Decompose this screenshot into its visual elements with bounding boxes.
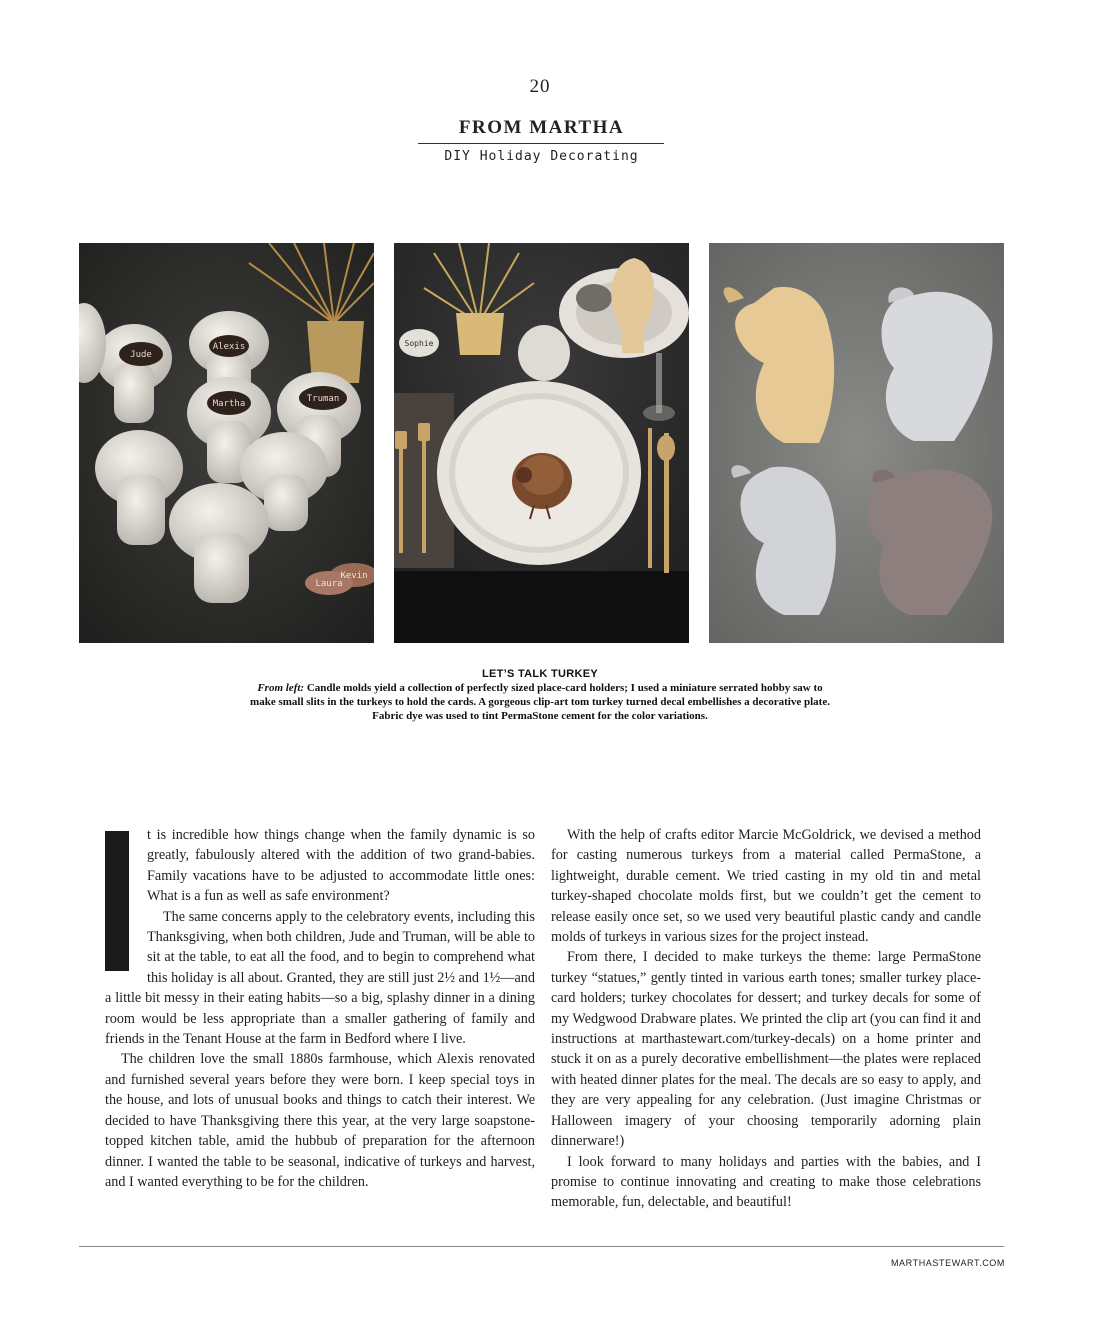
article-column-left [105,825,535,1192]
place-card-laura: Laura [315,579,343,589]
place-card-martha: Martha [212,399,246,409]
place-card-truman: Truman [306,394,340,404]
photo-caption [250,667,830,723]
caption-lead: From left: [257,682,305,694]
place-card-jude: Jude [130,350,152,360]
footer-website: MARTHASTEWART.COM [890,1258,1005,1268]
article-paragraph: With the help of crafts editor Marcie McGoldrick, we devised a method for casting numerous turkeys from a material called PermaStone, a lightweight, durable cement. We tried casting in my old tin and metal turkey-shaped chocolate molds first, but we couldn’t get the cement to release easily once set, so we used very beautiful plastic candy and candle molds of turkeys in various sizes for the project instead. [551,827,981,946]
article-paragraph: I look forward to many holidays and parties with the babies, and I promise to continue innovating and creating to make those celebrations memorable, fun, delectable, and beautiful! [551,1153,981,1211]
section-subtitle: DIY Holiday Decorating [444,149,639,164]
footer-divider [79,1246,1004,1247]
article-paragraph: The children love the small 1880s farmhouse, which Alexis renovated and furnished several years before they were born. I keep special toys in the house, and lots of unusual books and things to catch their interest. We decided to have Thanksgiving there this year, at the very large soapstone-topped kitchen table, amid the hubbub of preparation for the afternoon dinner. I wanted the table to be seasonal, indicative of turkeys and harvest, and I wanted everything to be for the children. [105,1051,535,1190]
place-card-alexis: Alexis [212,342,246,352]
section-title: FROM MARTHA [458,117,625,138]
caption-body: Candle molds yield a collection of perfectly sized place-card holders; I used a miniature serrated hobby saw to make small slits in the turkeys to hold the cards. A gorgeous clip-art tom turkey turned decal embellishes a decorative plate. Fabric dye was used to tint PermaStone cement for the color variations. [250,682,830,722]
photo-permastone-turkeys [709,243,1004,643]
article-paragraph: The same concerns apply to the celebratory events, including this Thanksgiving, when both children, Jude and Truman, will be able to sit at the table, to eat all the food, and to begin to comprehend what this holiday is all about. Granted, they are still just 2½ and 1½—and a little bit messy in their eating habits—so a big, splashy dinner in a dining room would be less appropriate than a smaller gathering of family and friends in the Tenant House at the farm in Bedford where I live. [105,908,535,1048]
caption-heading: LET’S TALK TURKEY [481,668,599,680]
photo-table-setting [394,243,689,643]
photo-place-card-turkeys [79,243,374,643]
place-card-sophie: Sophie [404,339,434,348]
article-paragraph: From there, I decided to make turkeys the theme: large PermaStone turkey “statues,” gently tinted in various earth tones; smaller turkey place-card holders; turkey chocolates for dessert; and turkey decals for some of my Wedgwood Drabware plates. We printed the clip art (you can find it and instructions at marthastewart.com/turkey-decals) on a home printer and stuck it on as a purely decorative embellishment—the plates were replaced with heated dinner plates for the meal. The decals are so easy to apply, and they are very appealing for any celebration. (Just imagine Christmas or Halloween imagery of your choosing temporarily adorning plain dinnerware!) [551,949,981,1150]
drop-cap-letter-i [105,831,129,971]
article-paragraph: t is incredible how things change when the family dynamic is so greatly, fabulously altered with the addition of two grand-babies. Family vacations have to be adjusted to accommodate little ones: What is a fun as well as safe environment? [147,827,535,905]
page-number: 20 [529,76,551,97]
place-card-kevin: Kevin [340,571,368,581]
article-column-right [551,825,981,1213]
title-divider [418,143,664,144]
